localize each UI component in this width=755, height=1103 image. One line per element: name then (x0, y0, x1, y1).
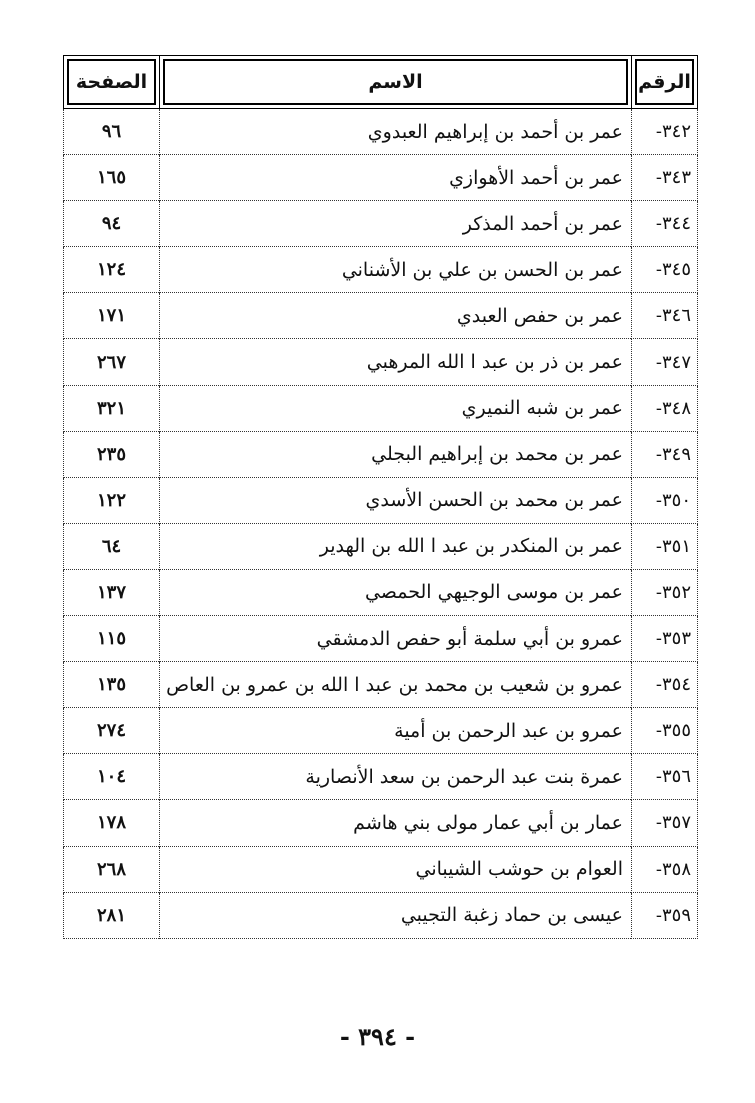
table-row (64, 339, 698, 385)
table-row (64, 431, 698, 477)
row-name: عمر بن ذر بن عبد ا الله المرهبي (160, 339, 632, 385)
row-name: عمرو بن شعيب بن محمد بن عبد ا الله بن عمرو بن العاص (160, 662, 632, 708)
row-page: ٩٤ (64, 201, 160, 247)
table-row (64, 201, 698, 247)
row-page: ١٦٥ (64, 155, 160, 201)
table-row (64, 846, 698, 892)
row-name: عمر بن محمد بن الحسن الأسدي (160, 477, 632, 523)
row-name: عمر بن موسى الوجيهي الحمصي (160, 569, 632, 615)
row-number: ٣٤٦- (632, 293, 698, 339)
table-header (64, 56, 698, 109)
row-number: ٣٤٤- (632, 201, 698, 247)
row-number: ٣٥٣- (632, 616, 698, 662)
row-number: ٣٥٠- (632, 477, 698, 523)
header-page-cell (64, 56, 160, 109)
header-name-label: الاسم (163, 59, 628, 105)
row-page: ٦٤ (64, 523, 160, 569)
row-number: ٣٥٧- (632, 800, 698, 846)
row-name: عيسى بن حماد زغبة التجيبي (160, 892, 632, 938)
row-page: ١٢٤ (64, 247, 160, 293)
row-number: ٣٥٦- (632, 754, 698, 800)
row-name: عمر بن الحسن بن علي بن الأشناني (160, 247, 632, 293)
table-row (64, 754, 698, 800)
row-number: ٣٥٢- (632, 569, 698, 615)
row-name: عمرو بن عبد الرحمن بن أمية (160, 708, 632, 754)
row-name: عمر بن أحمد بن إبراهيم العبدوي (160, 109, 632, 155)
row-number: ٣٥٨- (632, 846, 698, 892)
header-number-cell (632, 56, 698, 109)
row-page: ١٧١ (64, 293, 160, 339)
row-name: العوام بن حوشب الشيباني (160, 846, 632, 892)
row-number: ٣٥٥- (632, 708, 698, 754)
row-number: ٣٤٥- (632, 247, 698, 293)
row-page: ٢٦٨ (64, 846, 160, 892)
row-name: عمرو بن أبي سلمة أبو حفص الدمشقي (160, 616, 632, 662)
header-name-cell (160, 56, 632, 109)
table-row (64, 247, 698, 293)
table-row (64, 892, 698, 938)
row-page: ١٧٨ (64, 800, 160, 846)
row-name: عمرة بنت عبد الرحمن بن سعد الأنصارية (160, 754, 632, 800)
table-row (64, 155, 698, 201)
row-number: ٣٥١- (632, 523, 698, 569)
table-row (64, 109, 698, 155)
row-number: ٣٤٨- (632, 385, 698, 431)
row-page: ٩٦ (64, 109, 160, 155)
table-row (64, 800, 698, 846)
row-page: ٢٨١ (64, 892, 160, 938)
table-row (64, 477, 698, 523)
table-row (64, 293, 698, 339)
table-row (64, 523, 698, 569)
table-row (64, 616, 698, 662)
page-number: - ٣٩٤ - (339, 1022, 416, 1051)
row-page: ٢٧٤ (64, 708, 160, 754)
row-name: عمر بن أحمد المذكر (160, 201, 632, 247)
row-name: عمار بن أبي عمار مولى بني هاشم (160, 800, 632, 846)
row-name: عمر بن محمد بن إبراهيم البجلي (160, 431, 632, 477)
row-number: ٣٤٣- (632, 155, 698, 201)
row-page: ١٣٥ (64, 662, 160, 708)
row-number: ٣٤٩- (632, 431, 698, 477)
row-number: ٣٥٤- (632, 662, 698, 708)
table-row (64, 385, 698, 431)
row-page: ١٣٧ (64, 569, 160, 615)
table-row (64, 662, 698, 708)
row-page: ٢٦٧ (64, 339, 160, 385)
row-name: عمر بن شبه النميري (160, 385, 632, 431)
index-table (63, 55, 698, 939)
row-page: ٢٣٥ (64, 431, 160, 477)
row-name: عمر بن حفص العبدي (160, 293, 632, 339)
row-page: ١٢٢ (64, 477, 160, 523)
row-name: عمر بن المنكدر بن عبد ا الله بن الهدير (160, 523, 632, 569)
row-page: ١٠٤ (64, 754, 160, 800)
header-number-label: الرقم (635, 59, 694, 105)
header-row (64, 56, 698, 109)
table-body (64, 109, 698, 939)
row-page: ٣٢١ (64, 385, 160, 431)
row-name: عمر بن أحمد الأهوازي (160, 155, 632, 201)
row-number: ٣٤٧- (632, 339, 698, 385)
row-number: ٣٥٩- (632, 892, 698, 938)
row-number: ٣٤٢- (632, 109, 698, 155)
row-page: ١١٥ (64, 616, 160, 662)
table-row (64, 569, 698, 615)
header-page-label: الصفحة (67, 59, 156, 105)
table-row (64, 708, 698, 754)
